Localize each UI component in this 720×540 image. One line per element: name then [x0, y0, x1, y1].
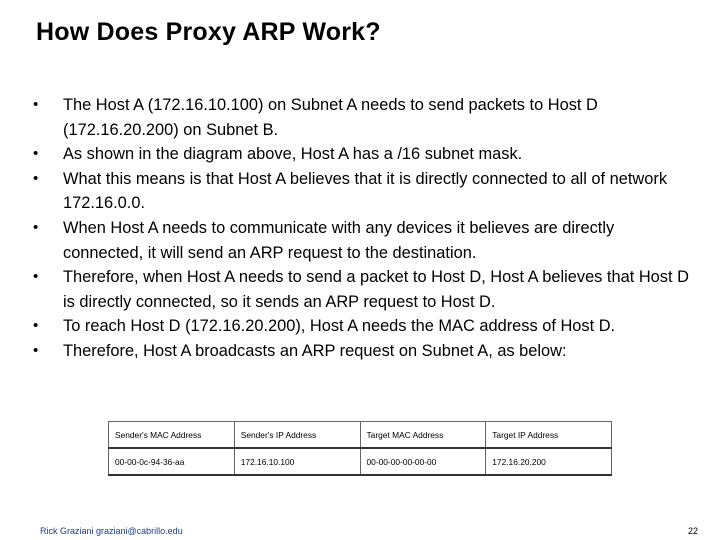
table-header-cell: Target IP Address — [486, 422, 612, 449]
bullet-icon: • — [33, 218, 39, 236]
arp-request-table — [108, 421, 612, 476]
footer-author: Rick Graziani graziani@cabrillo.edu — [40, 526, 183, 536]
table-cell: 00-00-00-00-00-00 — [360, 448, 486, 475]
bullet-item — [30, 93, 695, 142]
bullet-text: To reach Host D (172.16.20.200), Host A needs the MAC address of Host D. — [63, 317, 616, 336]
bullet-text: Therefore, when Host A needs to send a packet to Host D, Host A believes that Host D is directly connected, so it sends an ARP request to Host D. — [63, 268, 689, 311]
bullet-icon: • — [33, 341, 39, 359]
bullet-item — [30, 339, 695, 364]
bullet-item — [30, 142, 695, 167]
bullet-icon: • — [33, 317, 39, 335]
table-cell: 172.16.20.200 — [486, 448, 612, 475]
bullet-text: As shown in the diagram above, Host A has a /16 subnet mask. — [63, 145, 523, 164]
slide-title: How Does Proxy ARP Work? — [36, 18, 381, 46]
bullet-item — [30, 265, 695, 314]
bullet-icon: • — [33, 145, 39, 163]
table-header-cell: Target MAC Address — [360, 422, 486, 449]
bullet-icon: • — [33, 169, 39, 187]
bullet-text: What this means is that Host A believes that it is directly connected to all of network 172.16.0.0. — [63, 169, 668, 213]
bullet-text: Therefore, Host A broadcasts an ARP request on Subnet A, as below: — [63, 341, 567, 360]
table-header-cell: Sender's IP Address — [234, 422, 360, 449]
table-row — [109, 448, 612, 475]
bullet-text: When Host A needs to communicate with any devices it believes are directly connected, it will send an ARP request to the destination. — [63, 218, 615, 262]
bullet-list — [30, 93, 695, 364]
bullet-item — [30, 314, 695, 339]
table-header-cell: Sender's MAC Address — [109, 422, 235, 449]
bullet-item — [30, 167, 695, 216]
bullet-icon: • — [33, 268, 39, 286]
bullet-icon: • — [33, 96, 39, 113]
table-header-row — [109, 422, 612, 449]
bullet-item — [30, 216, 695, 265]
page-number: 22 — [687, 526, 698, 536]
table-cell: 00-00-0c-94-36-aa — [109, 448, 235, 475]
bullet-text: The Host A (172.16.10.100) on Subnet A needs to send packets to Host D (172.16.20.200) on Subnet B. — [63, 96, 598, 139]
table-cell: 172.16.10.100 — [234, 448, 360, 475]
